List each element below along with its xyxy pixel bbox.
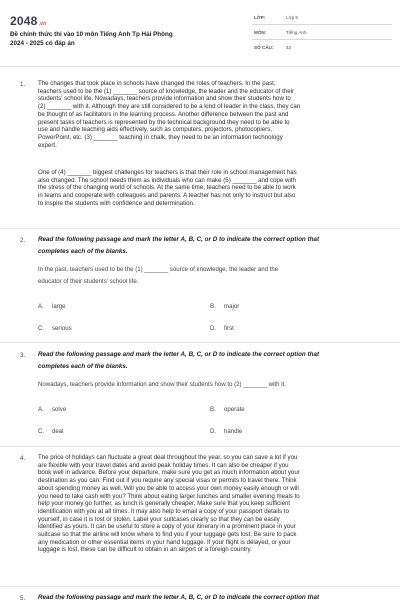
question-number: 2. — [20, 237, 26, 244]
passage-paragraph-2 — [38, 169, 390, 208]
divider — [252, 24, 392, 25]
info-label: SỐ CÂU: — [254, 45, 274, 50]
passage-line: destination as you can. Find out if you require any special visas or permits to travel there. Think — [38, 477, 297, 485]
passage-line: luggage is lost, these can be difficult to obtain in an airport or a foreign country. — [38, 546, 252, 554]
passage-line: The changes that took place in schools have changed the roles of teachers. In the past, — [38, 80, 276, 87]
option-text: large — [52, 303, 66, 310]
passage-line: teachers used to be the (1) _______ source of knowledge, the leader and the educator of their — [38, 87, 295, 95]
question-stem — [38, 379, 393, 391]
passage-line: in teams and cooperate with colleagues and parents. A teacher has not only to instruct but also — [38, 192, 296, 200]
question-number: 3. — [20, 352, 26, 359]
info-value: Lớp 9 — [286, 15, 298, 20]
passage-line: identified as yours. It can be useful to store a copy of your itinerary in a prominent place in your — [38, 523, 296, 531]
page-header — [0, 0, 400, 64]
passage-line: use and handle teaching aids effectively, such as computers, projectors, photocopiers, — [38, 126, 272, 134]
passage-line: The price of holidays can fluctuate a great deal throughout the year, so you can save a lot if you — [38, 454, 298, 461]
passage-line: PowerPoint, etc. (3) _______ teaching in chalk, they need to be an information technology — [38, 133, 283, 141]
option-b[interactable] — [210, 303, 239, 310]
passage-line: you need to take cash with you? Think about eating larger lunches and smaller evening meals to — [38, 492, 300, 500]
option-text: operate — [224, 406, 245, 413]
option-letter: A. — [38, 303, 44, 310]
option-text: solve — [52, 406, 67, 413]
info-value: 42 — [286, 45, 292, 50]
passage-line: One of (4) _______ biggest challenges for teachers is that their role in school management has — [38, 169, 297, 176]
option-d[interactable] — [210, 428, 242, 435]
info-label: LỚP: — [254, 15, 266, 20]
option-letter: D. — [210, 428, 217, 435]
option-letter: B. — [210, 303, 216, 310]
question-number: 5. — [20, 595, 26, 600]
instruction-line: completes each of the blanks. — [38, 248, 128, 255]
question-instruction — [38, 349, 393, 373]
passage-line: to inspire the students with confidence and determination. — [38, 199, 195, 207]
document-title-line-2: 2024 - 2025 có đáp án — [10, 40, 75, 47]
passage-line: about spending money as well. Will you be able to access your own money easily enough or will — [38, 484, 299, 492]
passage-line: help your money go further, as lunch is generally cheaper. Make sure that you keep sufficient — [38, 500, 291, 508]
option-text: deal — [52, 428, 64, 435]
stem-line: In the past, teachers used to be the (1) _______ source of knowledge, the leader and the — [38, 266, 279, 273]
instruction-line: Read the following passage and mark the letter A, B, C, or D to indicate the correct option that — [38, 594, 320, 600]
passage-line: also changed. The school needs them as individuals who can make (5) _______ and cope with — [38, 176, 296, 184]
option-text: serious — [52, 325, 72, 332]
option-c[interactable] — [38, 428, 64, 435]
header-divider — [0, 66, 400, 67]
option-b[interactable] — [210, 406, 245, 413]
logo-text: 2048 — [10, 14, 38, 28]
question-instruction — [38, 234, 393, 258]
option-letter: A. — [38, 406, 44, 413]
info-value: Tiếng Anh — [286, 30, 307, 35]
option-a[interactable] — [38, 303, 66, 310]
passage — [38, 454, 390, 554]
passage-line: present tasks of teachers is represented by the technical background they need to be able to — [38, 118, 290, 126]
site-logo[interactable] — [10, 14, 46, 28]
option-letter: D. — [210, 325, 217, 332]
question-number: 1. — [20, 81, 26, 88]
question-divider — [0, 228, 400, 229]
stem-line: Nowadays, teachers provide information and show their students how to (2) _______ with it. — [38, 381, 286, 388]
question-instruction — [38, 592, 393, 600]
question-divider — [0, 446, 400, 447]
passage-line: (2) _______ with it. Although they are still considered to be a kind of leader in the class, they can — [38, 103, 301, 111]
info-row-class — [252, 13, 392, 25]
passage-line: any medication or other essential items in your hand luggage. If your flight is delayed, or your — [38, 538, 291, 546]
passage-paragraph-1 — [38, 80, 390, 149]
option-letter: C. — [38, 325, 45, 332]
instruction-line: Read the following passage and mark the letter A, B, C, or D to indicate the correct option that — [38, 351, 320, 358]
info-row-subject — [252, 28, 392, 40]
document-title-line-1: Đề chính thức thi vào 10 môn Tiếng Anh Tp Hải Phòng — [10, 31, 173, 38]
info-row-count — [252, 43, 392, 55]
option-text: major — [224, 303, 240, 310]
option-a[interactable] — [38, 406, 66, 413]
passage-line: the stress of the changing world of schools. At the same time, teachers need to be able to work — [38, 184, 296, 192]
divider — [252, 39, 392, 40]
passage-line: are flexible with your travel dates and avoid peak holiday times. It can also be cheaper if you — [38, 461, 289, 469]
option-c[interactable] — [38, 325, 72, 332]
instruction-line: completes each of the blanks. — [38, 363, 128, 370]
stem-line: educator of their students' school life. — [38, 278, 139, 285]
instruction-line: Read the following passage and mark the letter A, B, C, or D to indicate the correct option that — [38, 236, 320, 243]
option-d[interactable] — [210, 325, 234, 332]
passage-line: yourself, in case it is lost or stolen. Label your suitcases clearly so that they can be easily — [38, 515, 280, 523]
question-divider — [0, 586, 400, 587]
info-label: MÔN: — [254, 30, 267, 35]
option-text: first — [224, 325, 234, 332]
question-number: 4. — [20, 455, 26, 462]
passage-line: suitcase so that the airline will know where to find you if your luggage gets lost. Be sure to pack — [38, 531, 297, 539]
logo-suffix: .vn — [38, 21, 47, 27]
option-text: handle — [224, 428, 243, 435]
passage-line: identification with you at all times. It may also help to email a copy of your passport details to — [38, 507, 289, 515]
passage-line: book well in advance. Before your departure, make sure you get as much information about your — [38, 469, 300, 477]
passage-line: students' school life. Nowadays, teachers provide information and show their students how to — [38, 95, 291, 103]
passage-line: expert. — [38, 141, 57, 149]
question-stem — [38, 264, 393, 288]
option-letter: C. — [38, 428, 45, 435]
passage-line: be thought of as facilitators in the learning process. Another difference between the past and — [38, 110, 289, 118]
option-letter: B. — [210, 406, 216, 413]
question-divider — [0, 342, 400, 343]
